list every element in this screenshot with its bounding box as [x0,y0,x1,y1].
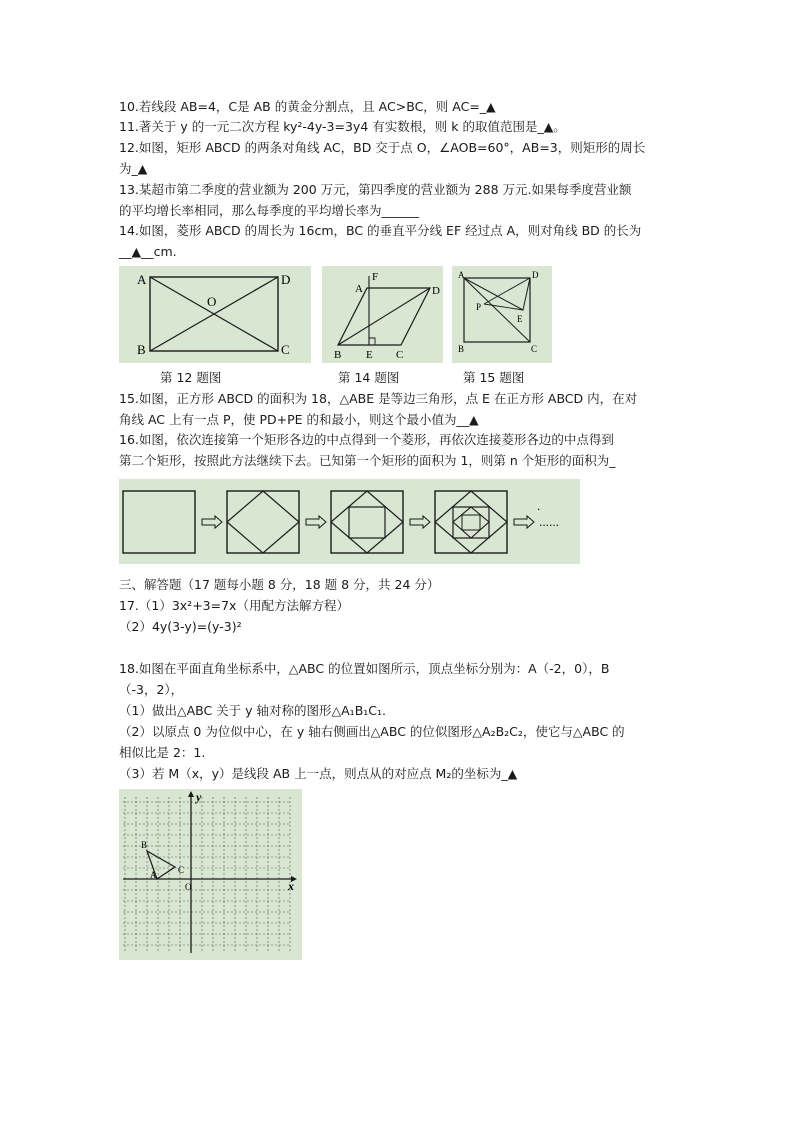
triangle-abe [464,278,530,310]
arrow-3-icon [410,516,430,528]
figure-12-drawing [119,266,311,363]
dot-mark: . [537,499,541,513]
segment-pd [484,278,530,304]
question-18-part-2-line-1: （2）以原点 0 为位似中心，在 y 轴右侧画出△ABC 的位似图形△A₂B₂C₂，使它与△ABC 的 [119,724,625,739]
label-o: O [207,294,217,309]
label-c: C [531,344,538,354]
label-b: B [334,349,342,361]
label-e: E [517,314,523,324]
label-d: D [532,270,539,280]
step-4-rectangle [435,491,507,553]
label-b: B [458,344,465,354]
question-18-part-1: （1）做出△ABC 关于 y 轴对称的图形△A₁B₁C₁. [119,703,386,718]
question-14-line-2: __▲__cm. [119,244,177,259]
step-4-innermost-rectangle [462,515,480,530]
label-f: F [372,271,379,283]
question-11: 11.著关于 y 的一元二次方程 ky²-4y-3=3y4 有实数根，则 k 的取值范围是_▲。 [119,119,566,134]
question-12-line-2: 为_▲ [119,161,148,176]
label-a: A [355,283,363,295]
label-c: C [281,342,290,357]
question-12-line-1: 12.如图，矩形 ABCD 的两条对角线 AC，BD 交于点 O，∠AOB=60°，AB=3，则矩形的周长 [119,140,646,155]
question-17-part-1: 17.（1）3x²+3=7x（用配方法解方程） [119,598,349,613]
figure-16 [119,479,580,564]
grid-lines [123,797,291,953]
question-13-line-2: 的平均增长率相同，那么每季度的平均增长率为______ [119,203,420,218]
question-16-line-2: 第二个矩形，按照此方法继续下去。已知第一个矩形的面积为 1，则第 n 个矩形的面积为_ [119,453,616,468]
label-d: D [432,285,440,297]
arrow-4-icon [514,516,534,528]
arrow-2-icon [306,516,326,528]
question-18-line-1: 18.如图在平面直角坐标系中，△ABC 的位置如图所示，顶点坐标分别为：A（-2，0），B [119,661,610,676]
vertex-b-label: B [141,840,148,850]
question-14-line-1: 14.如图，菱形 ABCD 的周长为 16cm，BC 的垂直平分线 EF 经过点 A，则对角线 BD 的长为 [119,223,642,238]
step-1-rectangle [123,491,195,553]
figure-18-drawing [119,789,302,960]
question-10: 10.若线段 AB=4，C是 AB 的黄金分割点，且 AC>BC，则 AC=_▲ [119,99,496,114]
vertex-a-label: A [150,870,157,880]
figure-14 [322,266,443,363]
vertex-c-label: C [178,865,185,875]
step-3-rhombus [331,491,403,553]
y-axis-arrow-icon [188,791,194,797]
step-4-inner-rectangle [453,507,489,538]
section-3-title: 三、解答题（17 题每小题 8 分，18 题 8 分，共 24 分） [119,577,440,592]
caption-figure-12: 第 12 题图 [160,370,222,385]
right-angle-mark [369,338,375,345]
question-15-line-2: 角线 AC 上有一点 P，使 PD+PE 的和最小，则这个最小值为__▲ [119,412,479,427]
question-18-line-2: （-3，2）， [119,682,184,697]
step-4-rhombus [435,491,507,553]
question-16-line-1: 16.如图，依次连接第一个矩形各边的中点得到一个菱形，再依次连接菱形各边的中点得到 [119,432,614,447]
origin-label: O [185,882,192,892]
x-axis-label: x [288,879,294,893]
step-2-rhombus [227,491,299,553]
figure-12 [119,266,311,363]
figure-15-drawing [452,266,552,363]
label-a: A [458,270,465,280]
diagonal-bd [338,288,430,345]
question-18-part-3: （3）若 M（x，y）是线段 AB 上一点，则点从的对应点 M₂的坐标为_▲ [119,766,518,781]
question-17-part-2: （2）4y(3-y)=(y-3)² [119,619,242,634]
question-18-part-2-line-2: 相似比是 2：1. [119,745,206,760]
label-e: E [366,349,373,361]
figure-14-drawing [322,266,443,363]
caption-figure-15: 第 15 题图 [463,370,525,385]
ellipsis: ...... [539,515,560,529]
y-axis-label: y [196,790,202,804]
step-3-rectangle [331,491,403,553]
label-p: P [476,302,482,312]
question-13-line-1: 13.某超市第二季度的营业额为 200 万元，第四季度的营业额为 288 万元.如果每季度营业额 [119,182,632,197]
figure-16-drawing [119,479,580,564]
figure-18 [119,789,302,960]
label-b: B [137,342,146,357]
step-3-inner-rectangle [349,507,385,538]
arrow-1-icon [202,516,222,528]
caption-figure-14: 第 14 题图 [338,370,400,385]
step-4-inner-rhombus [453,507,489,538]
figure-15 [452,266,552,363]
step-2-rectangle [227,491,299,553]
label-d: D [281,272,291,287]
question-15-line-1: 15.如图，正方形 ABCD 的面积为 18，△ABE 是等边三角形，点 E 在正方形 ABCD 内，在对 [119,391,638,406]
label-a: A [137,272,147,287]
label-c: C [396,349,404,361]
